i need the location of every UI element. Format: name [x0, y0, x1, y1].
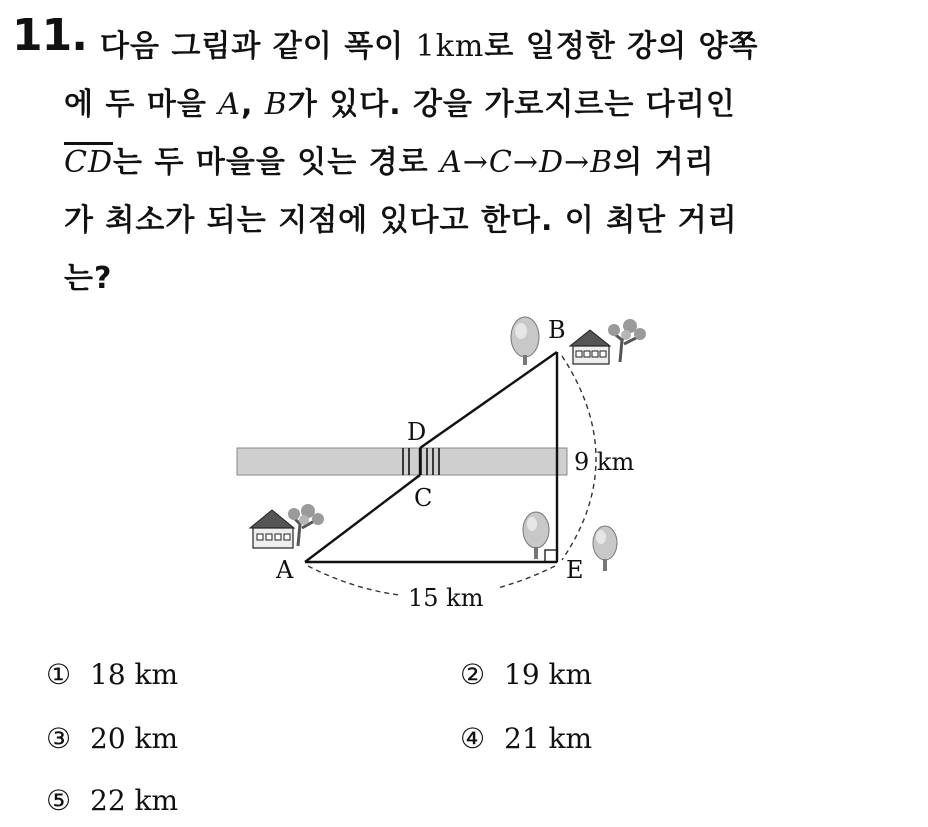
- label-c: C: [414, 484, 433, 512]
- question-segment: ,: [240, 87, 265, 122]
- option-symbol: ⑤: [46, 784, 72, 817]
- question-segment: A→C→D→B: [440, 145, 614, 180]
- label-b: B: [548, 316, 566, 344]
- option-symbol: ①: [46, 658, 72, 691]
- tree-icon: [511, 317, 539, 365]
- question-segment: B: [264, 87, 288, 122]
- right-angle-marker: [545, 550, 557, 562]
- question-segment: 의 거리: [613, 145, 715, 180]
- option-1[interactable]: [46, 658, 178, 691]
- question-segment: 로 일정한 강의 양쪽: [484, 29, 759, 64]
- option-5[interactable]: [46, 784, 178, 817]
- option-symbol: ③: [46, 722, 72, 755]
- question-segment: 1km: [415, 29, 485, 64]
- label-d: D: [407, 418, 427, 446]
- question-number: 11.: [12, 10, 87, 61]
- house-icon: [570, 330, 610, 364]
- question-segment: A: [218, 87, 241, 122]
- option-2[interactable]: [460, 658, 592, 691]
- tree-icon: [593, 526, 617, 571]
- tree-icon: [608, 319, 646, 362]
- option-text: 18 km: [90, 658, 179, 691]
- option-text: 19 km: [504, 658, 593, 691]
- option-text: 20 km: [90, 722, 179, 755]
- option-3[interactable]: [46, 722, 178, 755]
- house-icon: [250, 510, 294, 548]
- question-segment: 는 두 마을을 잇는 경로: [113, 145, 441, 180]
- question-segment: $\overline{CD}$: [64, 145, 114, 180]
- label-a: A: [276, 556, 294, 584]
- option-symbol: ④: [460, 722, 486, 755]
- option-4[interactable]: [460, 722, 592, 755]
- segment-d-b: [420, 352, 557, 448]
- option-text: 21 km: [504, 722, 593, 755]
- option-symbol: ②: [460, 658, 486, 691]
- question-segment: 가 최소가 되는 지점에 있다고 한다. 이 최단 거리: [64, 203, 738, 238]
- question-segment: 다음 그림과 같이 폭이: [100, 29, 416, 64]
- question-segment: 가 있다. 강을 가로지르는 다리인: [287, 87, 736, 122]
- label-horizontal-distance: 15 km: [408, 584, 484, 612]
- river-band: [237, 448, 567, 475]
- question-segment: 는?: [64, 261, 113, 296]
- option-text: 22 km: [90, 784, 179, 817]
- question-segment: 에 두 마을: [64, 87, 219, 122]
- label-vertical-distance: 9 km: [574, 448, 635, 476]
- label-e: E: [566, 556, 584, 584]
